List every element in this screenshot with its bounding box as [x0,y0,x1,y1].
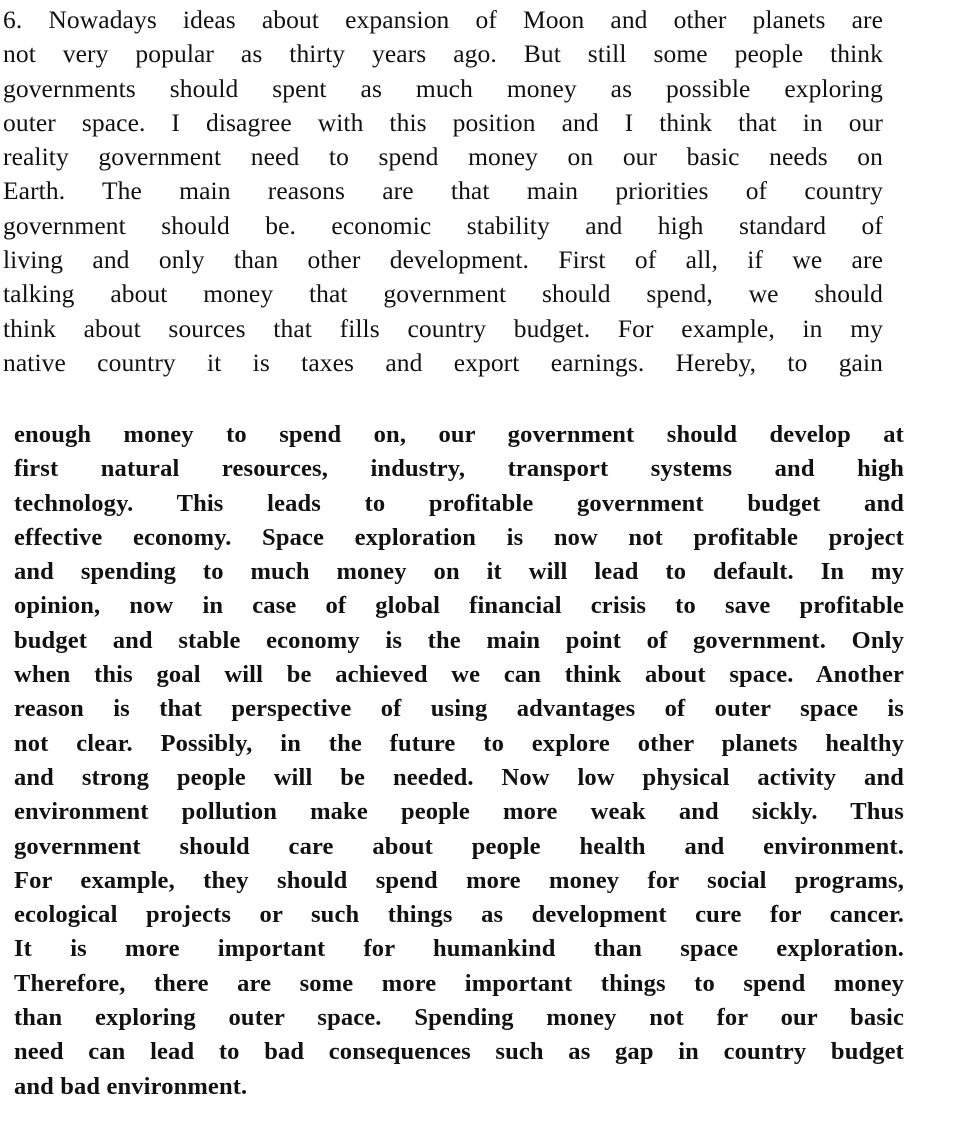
essay-line: when this goal will be achieved we can think about space. Another [14,661,904,689]
essay-line: living and only than other development. First of all, if we are [3,245,883,275]
essay-line: than exploring outer space. Spending money not for our basic [14,1004,904,1032]
essay-line: For example, they should spend more money for social programs, [14,866,904,894]
essay-line: Therefore, there are some more important things to spend money [14,969,904,997]
essay-line: talking about money that government should spend, we should [3,279,883,309]
essay-line: and spending to much money on it will lead to default. In my [14,558,904,586]
essay-line: governments should spent as much money as possible exploring [3,73,883,103]
essay-line: not very popular as thirty years ago. But still some people think [3,39,883,69]
essay-line: native country it is taxes and export earnings. Hereby, to gain [3,347,883,377]
essay-line: and strong people will be needed. Now low physical activity and [14,763,904,791]
essay-line: first natural resources, industry, transport systems and high [14,455,904,483]
essay-line: reality government need to spend money on our basic needs on [3,142,883,172]
essay-line: budget and stable economy is the main point of government. Only [14,626,904,654]
essay-line: Earth. The main reasons are that main priorities of country [3,176,883,206]
essay-line: effective economy. Space exploration is now not profitable project [14,523,904,551]
essay-line: reason is that perspective of using advantages of outer space is [14,695,904,723]
essay-line: enough money to spend on, our government should develop at [14,421,904,448]
essay-line: government should be. economic stability and high standard of [3,210,883,240]
essay-line: ecological projects or such things as development cure for cancer. [14,901,904,929]
essay-line: environment pollution make people more weak and sickly. Thus [14,798,904,826]
essay-line: 6. Nowadays ideas about expansion of Moon and other planets are [3,5,883,34]
essay-line: government should care about people health and environment. [14,832,904,860]
essay-part-2 [14,418,904,1104]
essay-line: and bad environment. [14,1072,248,1100]
essay-line: technology. This leads to profitable government budget and [14,489,904,517]
essay-line: opinion, now in case of global financial crisis to save profitable [14,592,904,620]
essay-line: outer space. I disagree with this position and I think that in our [3,107,883,137]
essay-part-1 [3,3,883,380]
essay-line: not clear. Possibly, in the future to explore other planets healthy [14,729,904,757]
essay-line: think about sources that fills country budget. For example, in my [3,313,883,343]
essay-line: need can lead to bad consequences such as gap in country budget [14,1038,904,1066]
essay-line: It is more important for humankind than space exploration. [14,935,904,963]
